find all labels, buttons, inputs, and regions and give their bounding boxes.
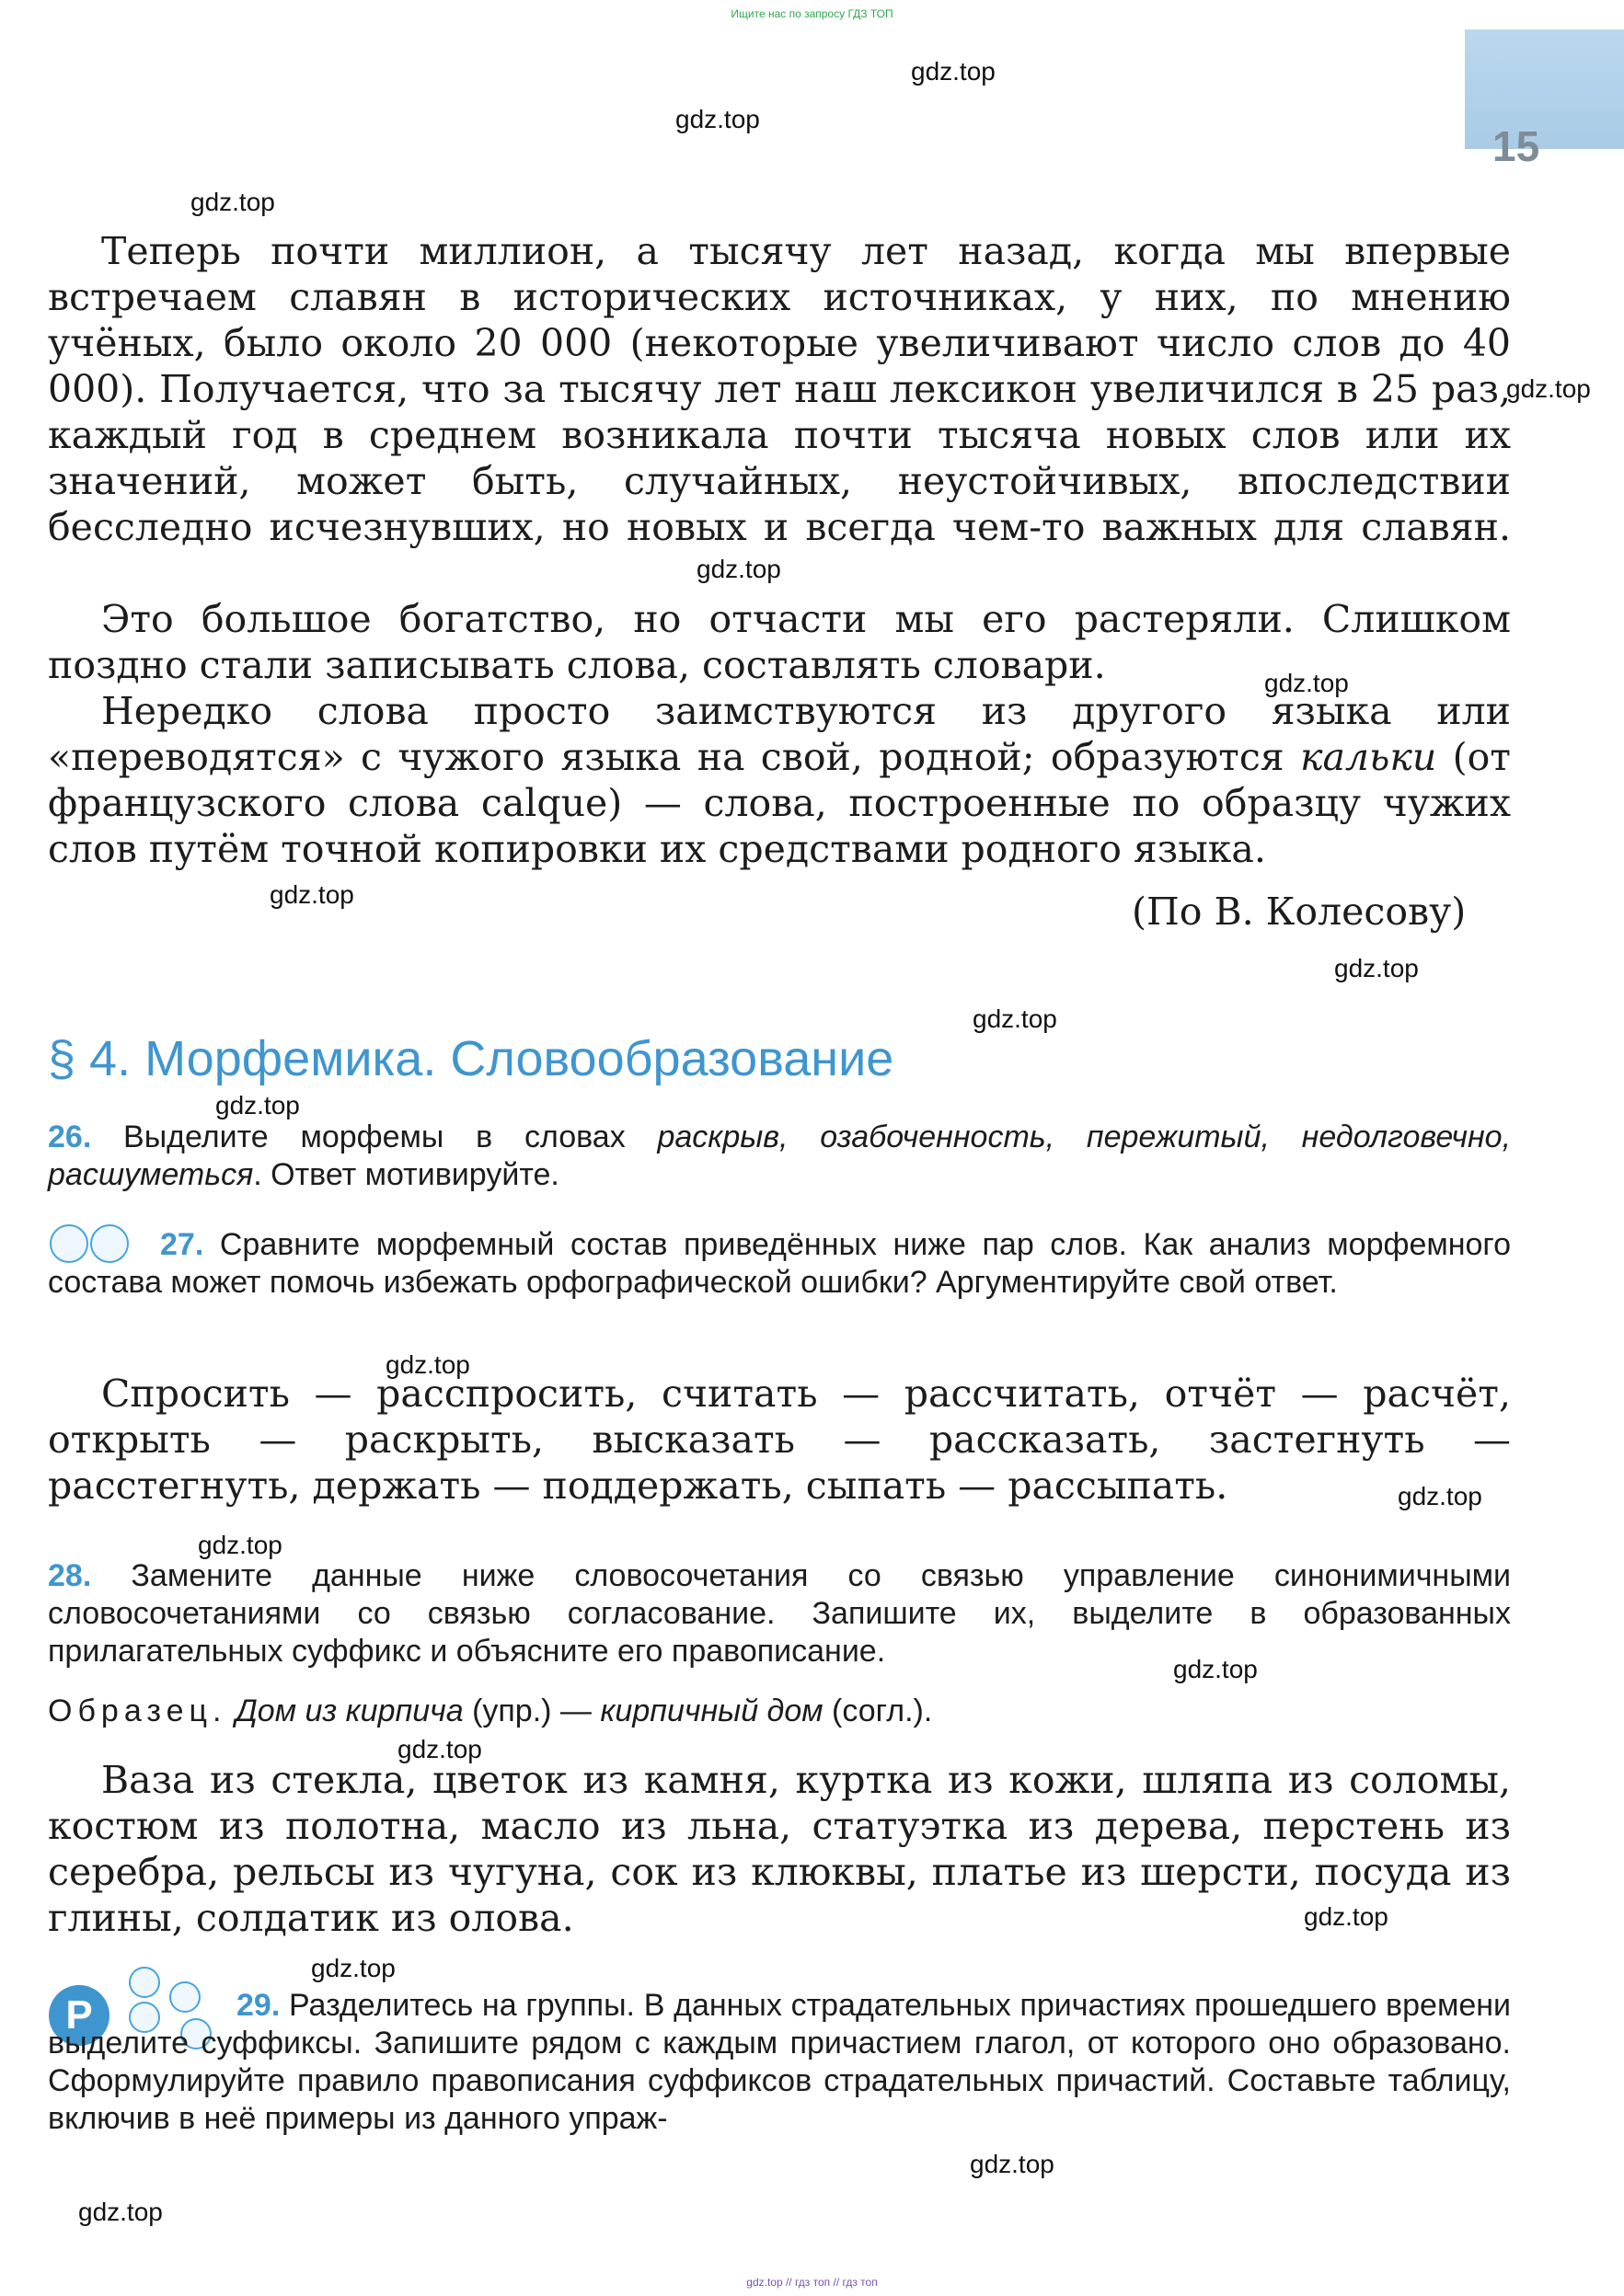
task-26-words: раскрыв, озабоченность, пережитый, недолговечно, расшуметься [48, 1119, 1512, 1192]
watermark: gdz.top [1398, 1482, 1482, 1510]
calque-term: кальки [1300, 735, 1437, 779]
top-note: Ищите нас по запросу ГДЗ ТОП [731, 7, 893, 20]
task-28-sample: Образец. Дом из кирпича (упр.) — кирпичный дом (согл.). [48, 1693, 933, 1728]
watermark: gdz.top [270, 880, 354, 909]
watermark: gdz.top [311, 1954, 396, 1982]
task-29: 29. Разделитесь на группы. В данных страдательных причастиях прошедшего времени выделите суффиксы. Запишите рядом с каждым причастием глагол, от которого оно образовано. Сформулируйте правило правописания суффиксов страдательных причастий. Составьте таблицу, включив в неё примеры из данного упраж- [48, 1988, 1511, 2136]
passage-paragraph-2: Это большое богатство, но отчасти мы его растеряли. Слишком поздно стали записывать слова, составлять словари. [48, 597, 1511, 687]
task-26: 26. Выделите морфемы в словах раскрыв, озабоченность, пережитый, недолговечно, расшуметься. Ответ мотивируйте. [48, 1119, 1512, 1192]
watermark: gdz.top [190, 188, 275, 216]
attribution: (По В. Колесову) [1132, 890, 1467, 934]
watermark: gdz.top [697, 555, 781, 583]
watermark: gdz.top [78, 2198, 163, 2226]
task-29-number: 29. [236, 1988, 281, 2023]
task-28: 28. Замените данные ниже словосочетания со связью управление синонимичными словосочетаниями со связью согласование. Запишите их, выделите в образованных прилагательных суффикс и объясните его правописание. [48, 1558, 1512, 1669]
task-27-words: Спросить — расспросить, считать — рассчитать, отчёт — расчёт, открыть — раскрыть, высказать — рассказать, застегнуть — расстегнуть, держать — поддержать, сыпать — рассыпать. [48, 1372, 1511, 1508]
watermark: gdz.top [1506, 374, 1591, 403]
watermark: gdz.top [970, 2150, 1054, 2178]
page-number: 15 [1492, 122, 1540, 170]
passage-paragraph-3: Нередко слова просто заимствуются из другого языка или «переводятся» с чужого языка на свой, родной; образуются кальки (от французского слова calque) — слова, построенные по образцу чужих слов путём точной копировки их средствами родного языка. [48, 689, 1511, 871]
bottom-note: gdz.top // гдз топ // гдз топ [746, 2276, 878, 2289]
task-28-number: 28. [48, 1558, 92, 1593]
watermark: gdz.top [1304, 1902, 1388, 1931]
watermark: gdz.top [675, 105, 760, 133]
task-28-words: Ваза из стекла, цветок из камня, куртка из кожи, шляпа из соломы, костюм из полотна, масло из льна, статуэтка из дерева, перстень из серебра, рельсы из чугуна, сок из клюквы, платье из шерсти, посуда из глины, солдатик из олова. [48, 1758, 1511, 1940]
task-27: 27. Сравните морфемный состав приведённых ниже пар слов. Как анализ морфемного состава может помочь избежать орфографической ошибки? Аргументируйте свой ответ. [48, 1227, 1512, 1300]
watermark: gdz.top [386, 1350, 470, 1379]
task-26-number: 26. [48, 1119, 92, 1154]
task-27-number: 27. [160, 1227, 204, 1262]
r-badge-icon: Р [49, 1985, 109, 2046]
page-tab [1465, 29, 1624, 149]
section-title: § 4. Морфемика. Словообразование [48, 1031, 894, 1086]
watermark: gdz.top [1264, 669, 1349, 697]
watermark: gdz.top [973, 1004, 1057, 1033]
watermark: gdz.top [215, 1091, 300, 1119]
watermark: gdz.top [1173, 1655, 1258, 1683]
passage-paragraph-1: Теперь почти миллион, а тысячу лет назад, когда мы впервые встречаем славян в исторических источниках, у них, по мнению учёных, было около 20 000 (некоторые увеличивают число слов до 40 000). Получается, что за тысячу лет наш лексикон увеличился в 25 раз, каждый год в среднем возникала почти тысяча новых слов или их значений, может быть, случайных, неустойчивых, впоследствии бесследно исчезнувших, но новых и всегда чем-то важных для славян. [48, 229, 1511, 549]
watermark: gdz.top [911, 57, 996, 86]
watermark: gdz.top [198, 1531, 282, 1559]
watermark: gdz.top [397, 1735, 482, 1763]
watermark: gdz.top [1334, 954, 1419, 982]
